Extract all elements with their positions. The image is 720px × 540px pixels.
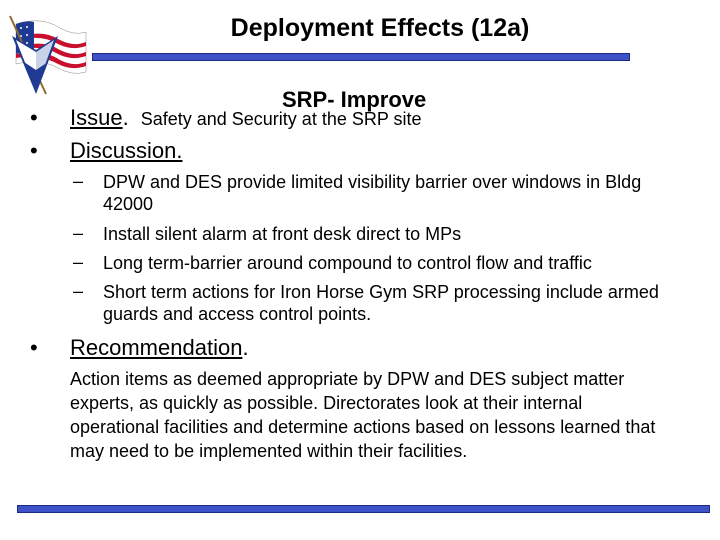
recommendation-body: Action items as deemed appropriate by DPW and DES subject matter experts, as quickly as possible. Directorates look at their internal operational facilities and determine actions based on lessons learned that may need to be implemented within their facilities. [70, 369, 656, 461]
discussion-item: Long term-barrier around compound to control flow and traffic [103, 253, 592, 273]
discussion-item: Install silent alarm at front desk direct to MPs [103, 224, 462, 244]
recommendation-line [70, 335, 249, 361]
dash-2: – [73, 223, 84, 243]
recommendation-punct: . [242, 335, 249, 360]
dash-3: – [73, 252, 84, 272]
issue-line [70, 105, 422, 131]
discussion-item: Short term actions for Iron Horse Gym SRP processing include armed guards and access control points. [103, 282, 659, 324]
page-title: Deployment Effects (12a) [230, 14, 530, 42]
bullet-discussion: • [30, 138, 38, 163]
dash-4: – [73, 281, 84, 301]
discussion-item: DPW and DES provide limited visibility barrier over windows in Bldg 42000 [103, 172, 642, 214]
bullet-issue: • [30, 105, 38, 130]
issue-punct: . [122, 105, 129, 130]
discussion-label: Discussion. [70, 138, 183, 163]
title-divider [92, 53, 630, 61]
footer-divider [17, 505, 710, 513]
issue-label: Issue [70, 105, 123, 130]
unit-logo-flag [2, 14, 92, 96]
dash-1: – [73, 171, 84, 191]
slide-subtitle: SRP- Improve [282, 87, 427, 112]
recommendation-label: Recommendation [70, 335, 243, 360]
bullet-recommendation: • [30, 335, 38, 360]
issue-detail: Safety and Security at the SRP site [140, 109, 422, 129]
